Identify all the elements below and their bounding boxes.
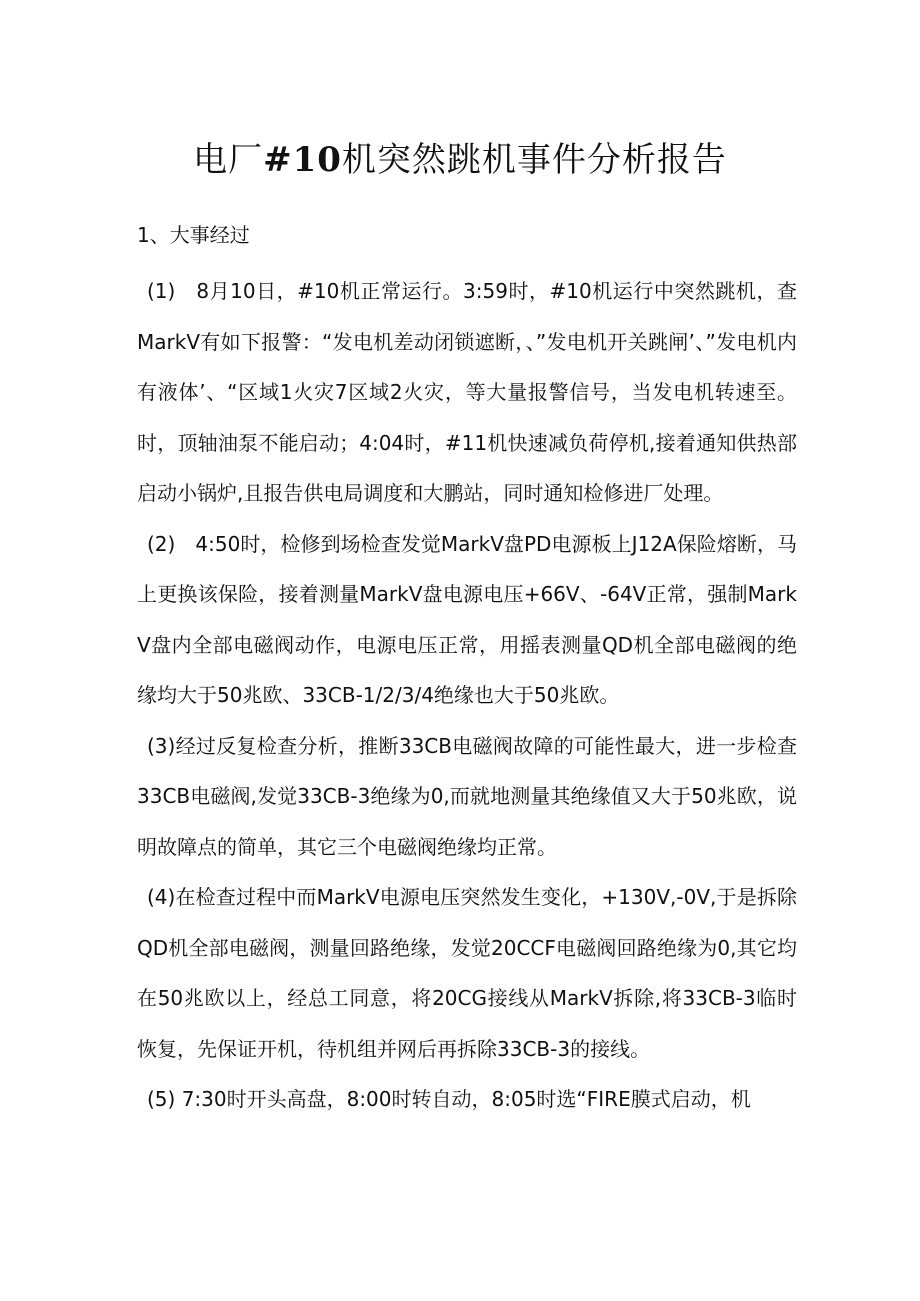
paragraph-1: (1) 8月10日，#10机正常运行。3:59时，#10机运行中突然跳机，查MarkV有如下报警：“发电机差动闭锁遮断，、”发电机开关跳闸’、”发电机内有液体’、“区域1火灾7区域2火灾，等大量报警信号，当发电机转速至。时，顶轴油泵不能启动；4:04时，#11机快速减负荷停机,接着通知供热部启动小锅炉,且报告供电局调度和大鹏站，同时通知检修进厂处理。 [137,279,797,505]
paragraph-4: (4)在检查过程中而MarkV电源电压突然发生变化，+130V,-0V,于是拆除QD机全部电磁阀，测量回路绝缘，发觉20CCF电磁阀回路绝缘为0,其它均在50兆欧以上，经总工同意，将20CG接线从MarkV拆除,将33CB-3临时恢复，先保证开机，待机组并网后再拆除33CB-3的接线。 [137,885,797,1061]
title-suffix: 机突然跳机事件分析报告 [341,140,727,180]
paragraph-5: (5) 7:30时开头高盘，8:00时转自动，8:05时选“FIRE膜式启动，机 [147,1087,751,1111]
title-unit-number: #10 [263,140,342,180]
title-prefix: 电厂 [193,140,264,180]
document-body [137,266,797,1125]
section-heading: 1、大事经过 [137,223,250,247]
paragraph-2: (2) 4:50时，检修到场检查发觉MarkV盘PD电源板上J12A保险熔断，马上更换该保险，接着测量MarkV盘电源电压+66V、-64V正常，强制MarkV盘内全部电磁阀动作，电源电压正常，用摇表测量QD机全部电磁阀的绝缘均大于50兆欧、33CB-1/2/3/4绝缘也大于50兆欧。 [137,531,797,707]
document-title [0,138,920,182]
paragraph-3: (3)经过反复检查分析，推断33CB电磁阀故障的可能性最大，进一步检查33CB电磁阀,发觉33CB-3绝缘为0,而就地测量其绝缘值又大于50兆欧，说明故障点的简单，其它三个电磁阀绝缘均正常。 [137,733,797,859]
